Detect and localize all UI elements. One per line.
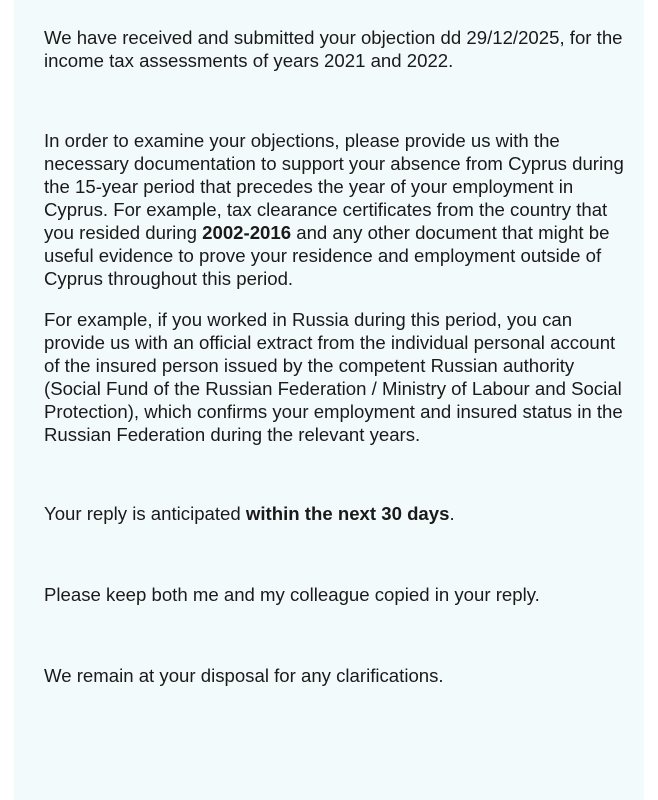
- paragraph-text: We remain at your disposal for any clarifications.: [44, 665, 444, 686]
- paragraph-text: Please keep both me and my colleague copied in your reply.: [44, 584, 540, 605]
- paragraph-text: Your reply is anticipated: [44, 503, 246, 524]
- email-body: [44, 26, 624, 687]
- paragraph-text: In order to examine your objections, please provide us with the necessary documentation to support your absence from Cyprus during the 15-year period that precedes the year of your employment in Cyprus. For example, tax clearance certificates from the country that you resided during: [44, 130, 624, 243]
- paragraph-text: and any other document that might be useful evidence to prove your residence and employment outside of Cyprus throughout this period.: [44, 222, 610, 289]
- paragraph-documentation-request: [44, 129, 624, 290]
- paragraph-text: .: [449, 503, 455, 524]
- paragraph-russia-example: [44, 308, 624, 446]
- deadline-highlight: within the next 30 days: [245, 503, 450, 524]
- paragraph-copy-request: [44, 583, 624, 606]
- paragraph-objection-received: [44, 26, 624, 72]
- paragraph-text: For example, if you worked in Russia during this period, you can provide us with an official extract from the individual personal account of the insured person issued by the competent Russian authority (Social Fund of the Russian Federation / Ministry of Labour and Social Protection), which confirms your employment and insured status in the Russian Federation during the relevant years.: [44, 309, 623, 445]
- paragraph-reply-deadline: [44, 502, 624, 525]
- paragraph-text: We have received and submitted your objection dd 29/12/2025, for the income tax assessments of years 2021 and 2022.: [44, 27, 623, 71]
- residence-years-highlight: 2002-2016: [202, 222, 292, 243]
- paragraph-closing: [44, 664, 624, 687]
